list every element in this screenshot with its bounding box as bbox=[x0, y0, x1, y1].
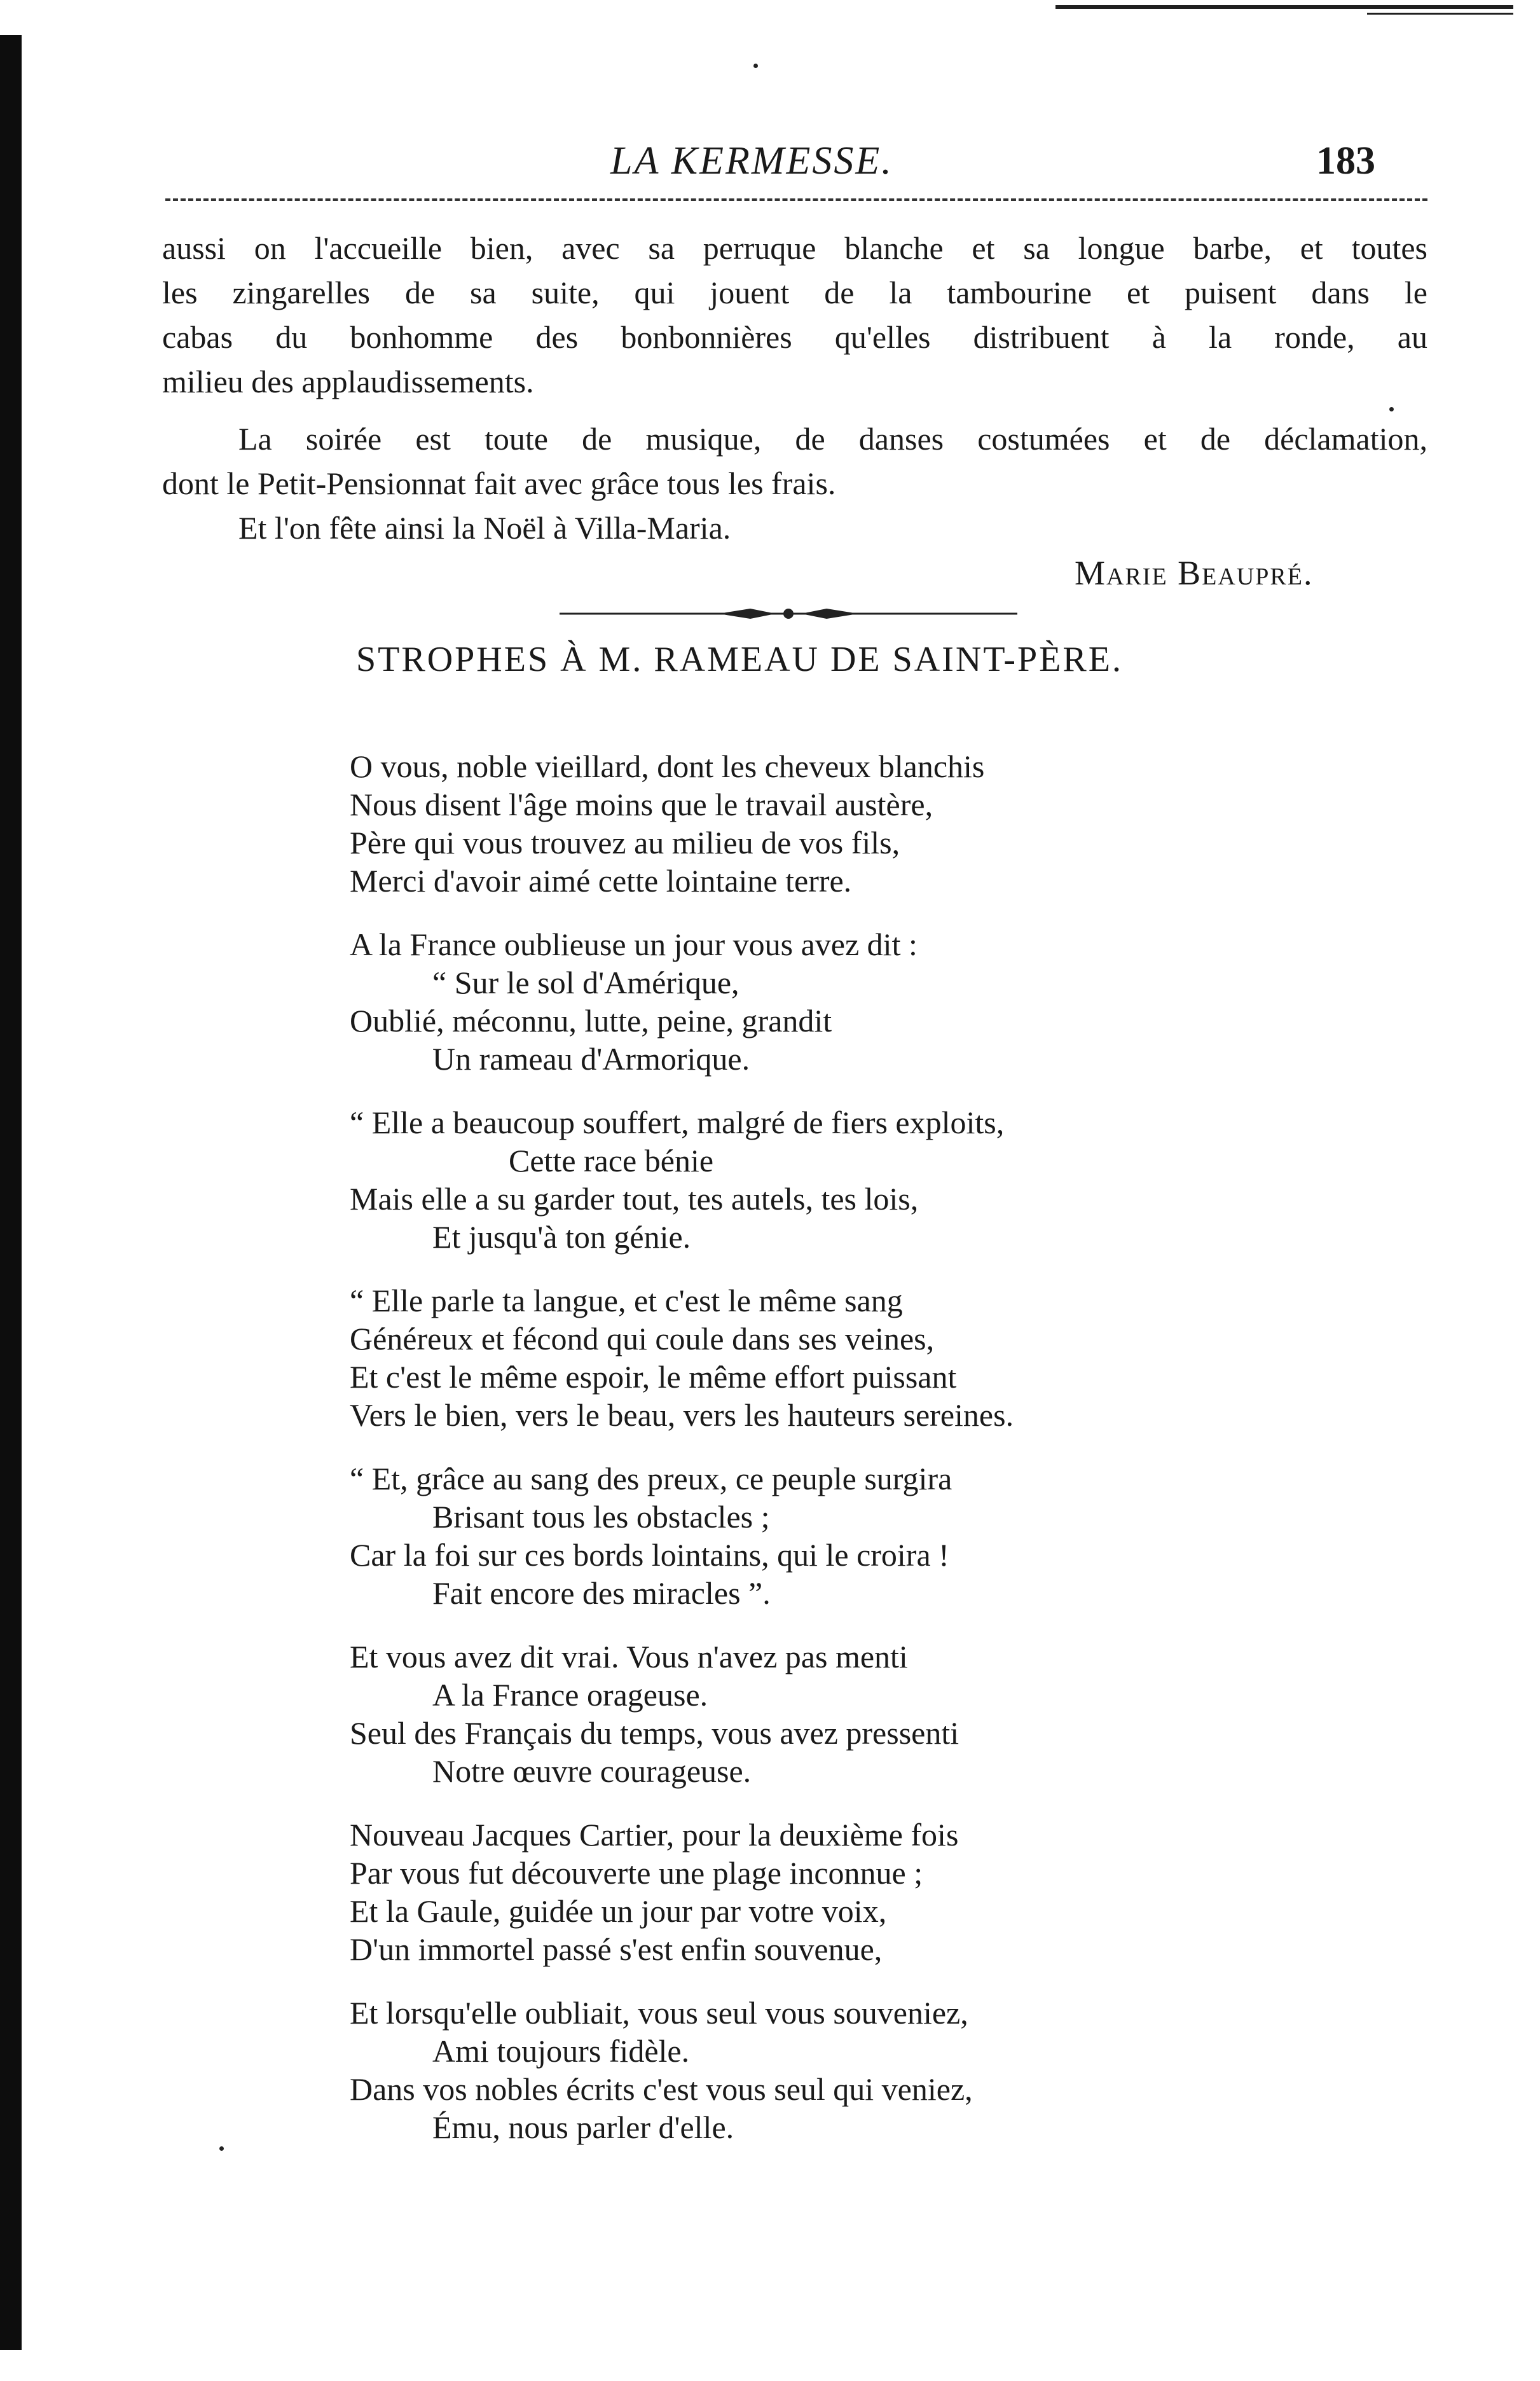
verse-line: Par vous fut découverte une plage inconnue ; bbox=[350, 1855, 923, 1891]
verse-line: Un rameau d'Armorique. bbox=[432, 1041, 750, 1077]
prose-paragraph-1 bbox=[162, 226, 1427, 404]
verse-line: Mais elle a su garder tout, tes autels, tes lois, bbox=[350, 1181, 919, 1217]
verse-line: O vous, noble vieillard, dont les cheveux blanchis bbox=[350, 749, 985, 784]
verse-line: Notre œuvre courageuse. bbox=[432, 1753, 752, 1789]
stanza-8 bbox=[350, 1994, 1303, 2146]
stanza-5 bbox=[350, 1460, 1303, 1612]
prose-line: cabas du bonhomme des bonbonnières qu'elles distribuent à la ronde, au bbox=[162, 319, 1427, 355]
stanza-1 bbox=[350, 747, 1303, 900]
prose-line: Et l'on fête ainsi la Noël à Villa-Maria. bbox=[238, 510, 731, 546]
ornament-divider bbox=[560, 601, 1017, 626]
verse-line: Seul des Français du temps, vous avez pressenti bbox=[350, 1715, 959, 1751]
verse-line: Nous disent l'âge moins que le travail austère, bbox=[350, 787, 933, 822]
poem-title: STROPHES À M. RAMEAU DE SAINT-PÈRE. bbox=[356, 640, 1123, 679]
verse-line: Généreux et fécond qui coule dans ses veines, bbox=[350, 1321, 935, 1356]
verse-line: “ Et, grâce au sang des preux, ce peuple surgira bbox=[350, 1461, 952, 1496]
prose-line: aussi on l'accueille bien, avec sa perruque blanche et sa longue barbe, et toutes bbox=[162, 230, 1427, 266]
verse-line: Et la Gaule, guidée un jour par votre voix, bbox=[350, 1893, 887, 1929]
stanza-2 bbox=[350, 925, 1303, 1078]
signature: Marie Beaupré. bbox=[1075, 554, 1314, 592]
print-speck bbox=[753, 64, 758, 68]
verse-line: “ Elle a beaucoup souffert, malgré de fiers exploits, bbox=[350, 1105, 1005, 1140]
verse-line: “ Elle parle ta langue, et c'est le même sang bbox=[350, 1283, 903, 1318]
print-speck bbox=[1389, 407, 1394, 411]
header-rule bbox=[165, 198, 1427, 204]
verse-line: Et lorsqu'elle oubliait, vous seul vous souveniez, bbox=[350, 1995, 968, 2031]
stanza-7 bbox=[350, 1816, 1303, 1968]
verse-line: Nouveau Jacques Cartier, pour la deuxième fois bbox=[350, 1817, 959, 1853]
verse-line: Ému, nous parler d'elle. bbox=[432, 2109, 734, 2145]
prose-line: les zingarelles de sa suite, qui jouent de la tambourine et puisent dans le bbox=[162, 275, 1427, 310]
page-number: 183 bbox=[1316, 139, 1375, 183]
verse-line: Cette race bénie bbox=[509, 1143, 714, 1178]
verse-line: “ Sur le sol d'Amérique, bbox=[432, 965, 739, 1000]
verse-line: Et vous avez dit vrai. Vous n'avez pas menti bbox=[350, 1639, 908, 1674]
prose-paragraph-3 bbox=[162, 506, 1427, 550]
verse-line: D'un immortel passé s'est enfin souvenue, bbox=[350, 1931, 883, 1967]
top-rule bbox=[1055, 5, 1513, 9]
verse-line: Dans vos nobles écrits c'est vous seul qui veniez, bbox=[350, 2071, 973, 2107]
stanza-6 bbox=[350, 1638, 1303, 1790]
page-edge-shadow bbox=[0, 35, 22, 2350]
verse-line: Père qui vous trouvez au milieu de vos fils, bbox=[350, 825, 900, 860]
verse-line: Et c'est le même espoir, le même effort puissant bbox=[350, 1359, 957, 1395]
prose-line: milieu des applaudissements. bbox=[162, 364, 534, 399]
prose-line: dont le Petit-Pensionnat fait avec grâce tous les frais. bbox=[162, 466, 836, 501]
verse-line: Car la foi sur ces bords lointains, qui le croira ! bbox=[350, 1537, 949, 1573]
verse-line: A la France orageuse. bbox=[432, 1677, 708, 1713]
stanza-4 bbox=[350, 1281, 1303, 1434]
running-title: LA KERMESSE. bbox=[610, 139, 893, 183]
prose-paragraph-2 bbox=[162, 417, 1427, 506]
verse-line: Ami toujours fidèle. bbox=[432, 2033, 690, 2069]
verse-line: Oublié, méconnu, lutte, peine, grandit bbox=[350, 1003, 832, 1039]
verse-line: Vers le bien, vers le beau, vers les hauteurs sereines. bbox=[350, 1397, 1014, 1433]
verse-line: A la France oublieuse un jour vous avez dit : bbox=[350, 927, 918, 962]
top-rule-short bbox=[1367, 13, 1513, 15]
verse-line: Et jusqu'à ton génie. bbox=[432, 1219, 691, 1255]
verse-line: Merci d'avoir aimé cette lointaine terre. bbox=[350, 863, 852, 899]
print-speck bbox=[219, 2146, 224, 2151]
verse-line: Brisant tous les obstacles ; bbox=[432, 1499, 770, 1535]
verse-line: Fait encore des miracles ”. bbox=[432, 1575, 771, 1611]
stanza-3 bbox=[350, 1103, 1303, 1256]
prose-line: La soirée est toute de musique, de danses costumées et de déclamation, bbox=[238, 421, 1427, 457]
